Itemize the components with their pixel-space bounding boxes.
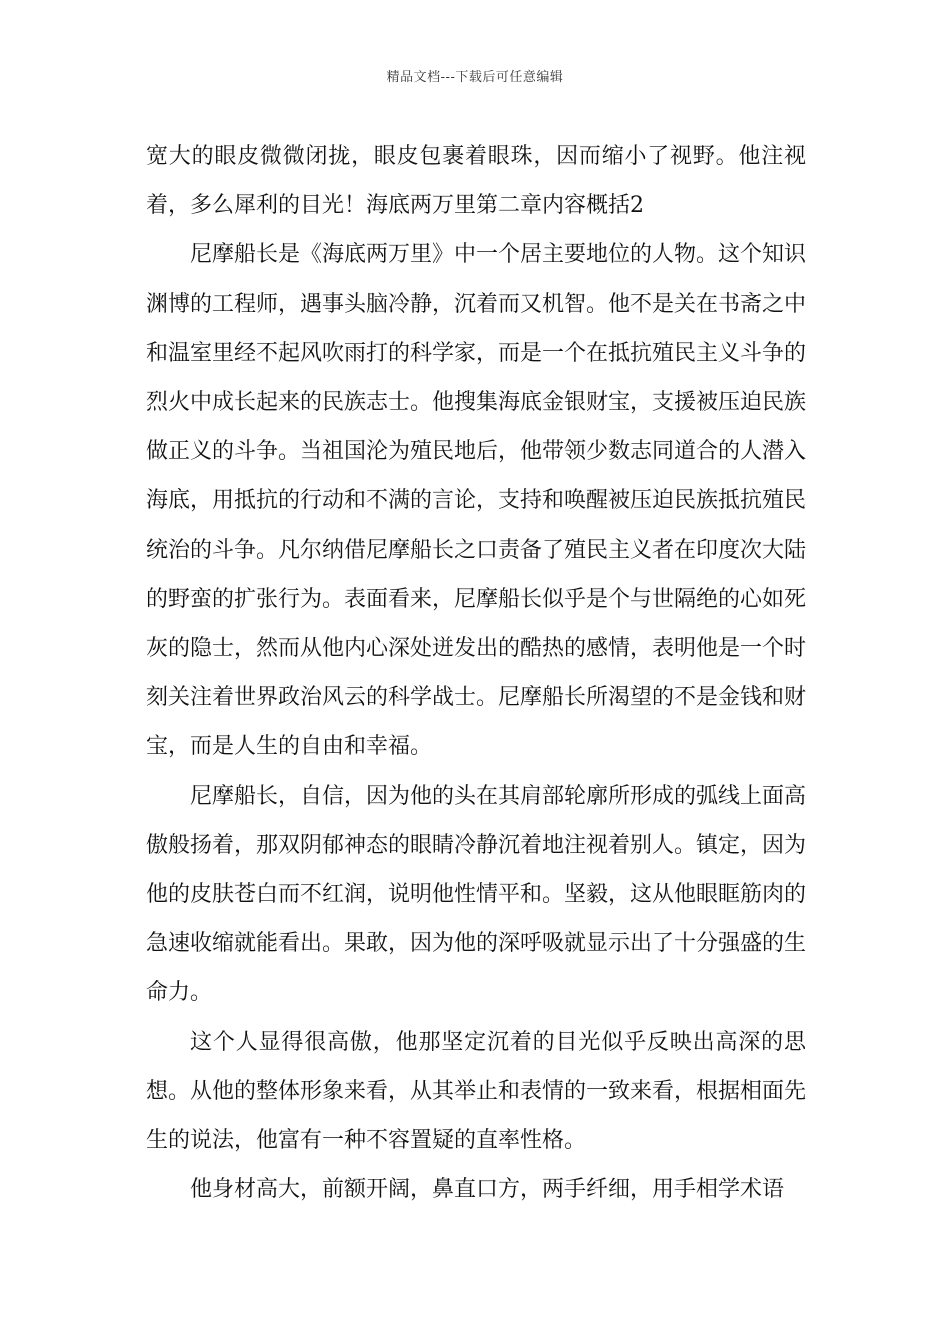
paragraph-2: 尼摩船长是《海底两万里》中一个居主要地位的人物。这个知识渊博的工程师，遇事头脑冷静，沉着而又机智。他不是关在书斋之中和温室里经不起风吹雨打的科学家，而是一个在抵抗殖民主义斗争的烈火中成长起来的民族志士。他搜集海底金银财宝，支援被压迫民族做正义的斗争。当祖国沦为殖民地后，他带领少数志同道合的人潜入海底，用抵抗的行动和不满的言论，支持和唤醒被压迫民族抵抗殖民统治的斗争。凡尔纳借尼摩船长之口责备了殖民主义者在印度次大陆的野蛮的扩张行为。表面看来，尼摩船长似乎是个与世隔绝的心如死灰的隐士，然而从他内心深处迸发出的酷热的感情，表明他是一个时刻关注着世界政治风云的科学战士。尼摩船长所渴望的不是金钱和财宝，而是人生的自由和幸福。 (146, 242, 807, 760)
paragraph-5: 他身材高大，前额开阔，鼻直口方，两手纤细，用手相学术语 (190, 1177, 785, 1203)
paragraph-3: 尼摩船长，自信，因为他的头在其肩部轮廓所形成的弧线上面高傲般扬着，那双阴郁神态的眼睛冷静沉着地注视着别人。镇定，因为他的皮肤苍白而不红润，说明他性情平和。坚毅，这从他眼眶筋肉的急速收缩就能看出。果敢，因为他的深呼吸就显示出了十分强盛的生命力。 (146, 783, 807, 1006)
paragraph-1: 宽大的眼皮微微闭拢，眼皮包裹着眼珠，因而缩小了视野。他注视着，多么犀利的目光！海底两万里第二章内容概括2 (146, 144, 806, 219)
page-header: 精品文档---下载后可任意编辑 (386, 70, 564, 85)
paragraph-4: 这个人显得很高傲，他那坚定沉着的目光似乎反映出高深的思想。从他的整体形象来看，从其举止和表情的一致来看，根据相面先生的说法，他富有一种不容置疑的直率性格。 (146, 1029, 807, 1154)
document-body (146, 132, 806, 1214)
